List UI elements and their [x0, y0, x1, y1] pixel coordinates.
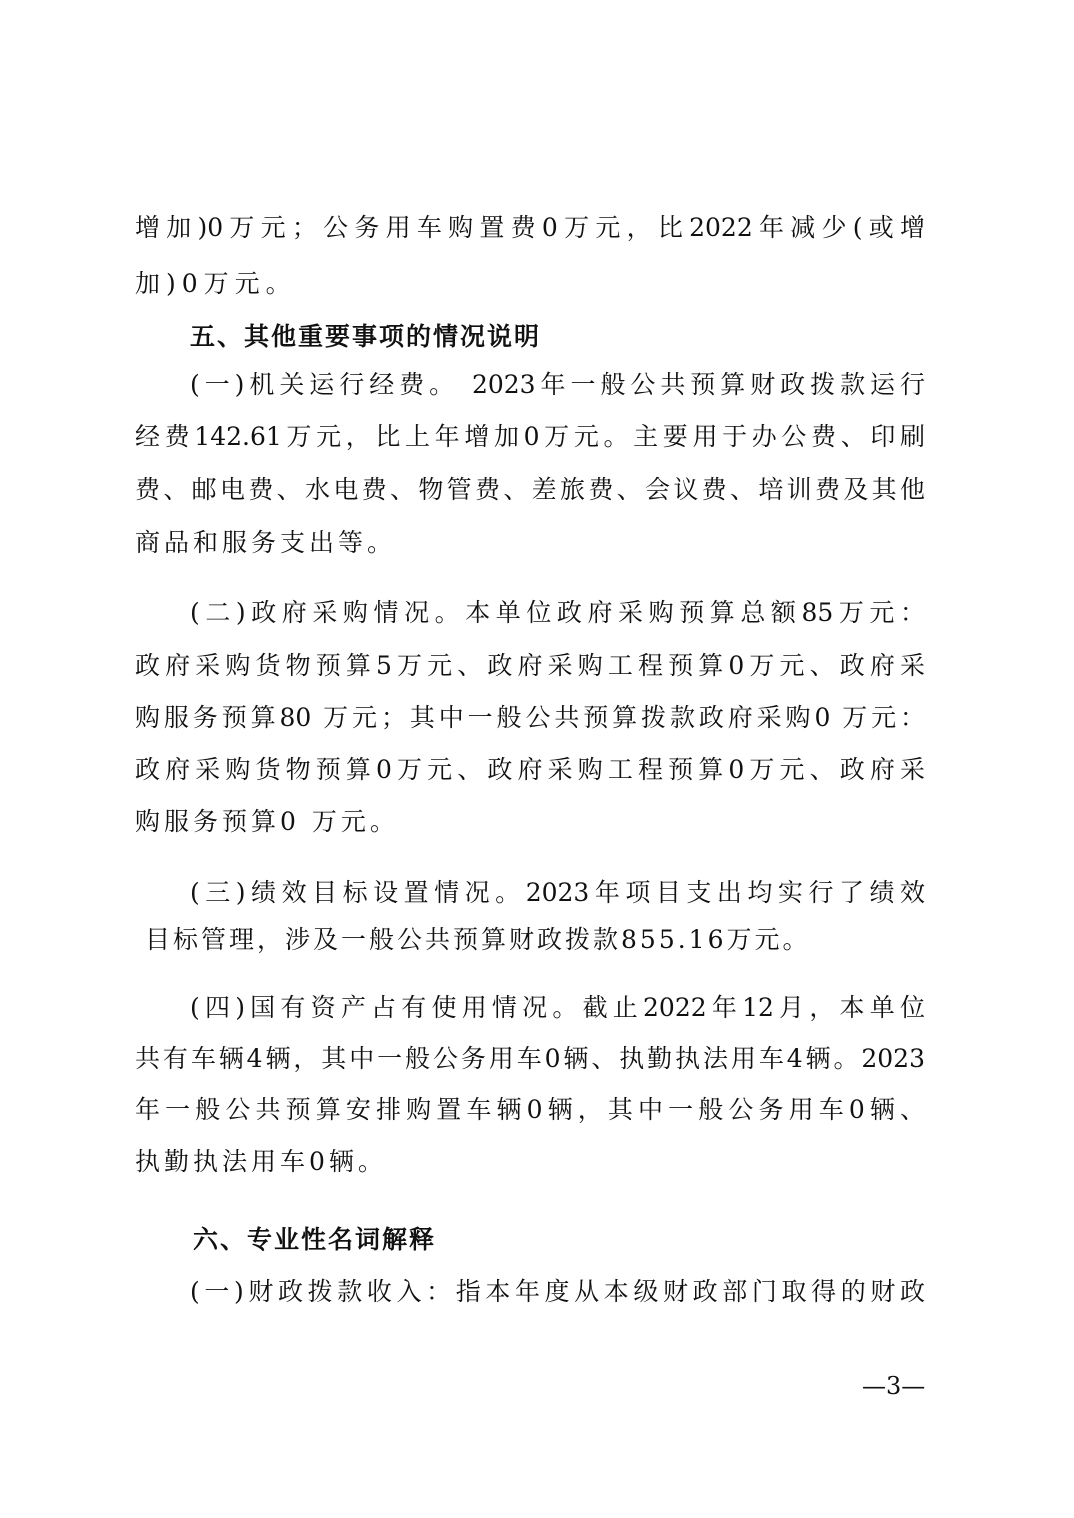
- page-number: —3—: [862, 1372, 926, 1400]
- paragraph-line: 增加)0万元；公务用车购置费0万元，比2022年减少(或增: [135, 213, 925, 242]
- paragraph-line: (一)机关运行经费。 2023年一般公共预算财政拨款运行: [190, 370, 925, 399]
- paragraph-line: 共有车辆4辆，其中一般公务用车0辆、执勤执法用车4辆。2023: [135, 1044, 925, 1073]
- paragraph-line: 政府采购货物预算0万元、政府采购工程预算0万元、政府采: [135, 755, 925, 784]
- paragraph-line: (二)政府采购情况。本单位政府采购预算总额85万元：: [190, 598, 925, 627]
- paragraph-line: (四)国有资产占有使用情况。截止2022年12月，本单位: [190, 993, 925, 1022]
- paragraph-line: 商品和服务支出等。: [135, 528, 397, 557]
- section-heading-6: 六、专业性名词解释: [193, 1225, 437, 1254]
- paragraph-line: 执勤执法用车0辆。: [135, 1147, 387, 1176]
- paragraph-line: 购服务预算80 万元；其中一般公共预算拨款政府采购0 万元：: [135, 703, 925, 732]
- section-heading-5: 五、其他重要事项的情况说明: [190, 322, 542, 351]
- paragraph-line: 费、邮电费、水电费、物管费、差旅费、会议费、培训费及其他: [135, 475, 925, 504]
- paragraph-line: 经费142.61万元，比上年增加0万元。主要用于办公费、印刷: [135, 422, 925, 451]
- paragraph-line: (一)财政拨款收入：指本年度从本级财政部门取得的财政: [190, 1277, 925, 1306]
- paragraph-line: 购服务预算0 万元。: [135, 807, 399, 836]
- paragraph-line: 政府采购货物预算5万元、政府采购工程预算0万元、政府采: [135, 651, 925, 680]
- paragraph-line: 年一般公共预算安排购置车辆0辆，其中一般公务用车0辆、: [135, 1095, 925, 1124]
- paragraph-line: 加)0万元。: [135, 269, 297, 298]
- paragraph-line: 目标管理，涉及一般公共预算财政拨款855.16万元。: [145, 925, 811, 954]
- paragraph-line: (三)绩效目标设置情况。2023年项目支出均实行了绩效: [190, 878, 925, 907]
